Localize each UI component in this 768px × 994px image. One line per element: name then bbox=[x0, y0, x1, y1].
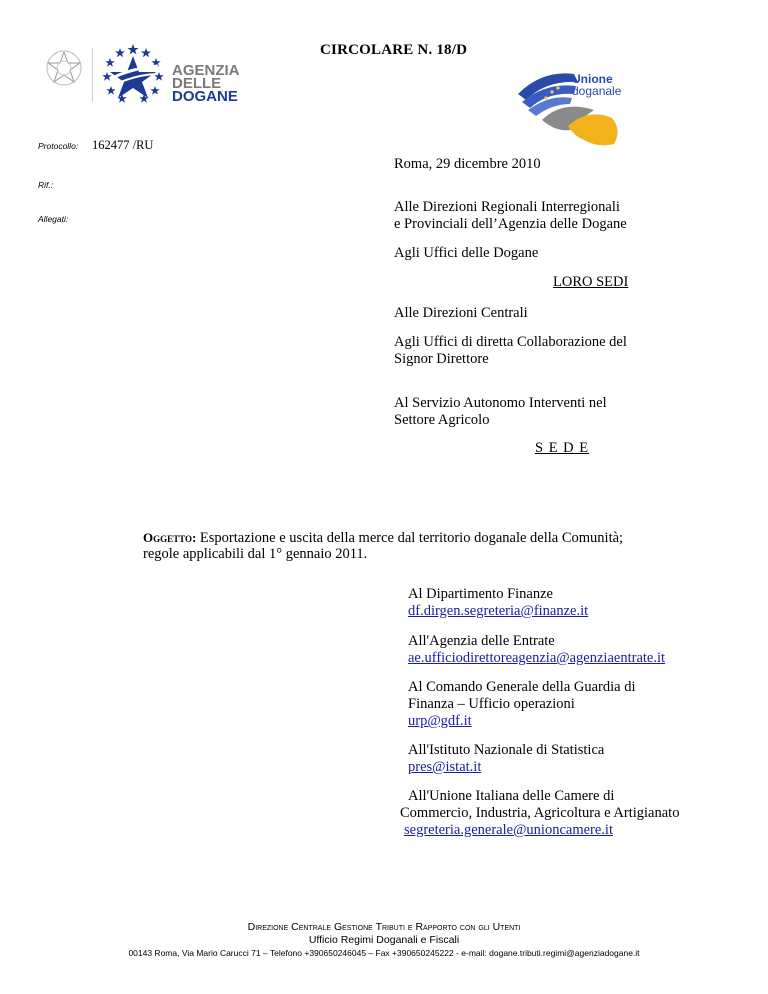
copy-3-line1: Al Comando Generale della Guardia di bbox=[408, 679, 636, 695]
copy-5-email-link[interactable]: segreteria.generale@unioncamere.it bbox=[404, 822, 613, 838]
copy-5-line2: Commercio, Industria, Agricoltura e Artigianato bbox=[400, 805, 680, 821]
copy-4-email-link[interactable]: pres@istat.it bbox=[408, 759, 482, 775]
header-divider bbox=[92, 48, 93, 102]
copy-4-name: All'Istituto Nazionale di Statistica bbox=[408, 742, 605, 758]
agency-logo-line1: AGENZIA bbox=[172, 62, 240, 79]
date-line: Roma, 29 dicembre 2010 bbox=[394, 156, 541, 172]
agency-logo-line2: DELLE bbox=[172, 75, 222, 92]
rif-label: Rif.: bbox=[38, 180, 54, 190]
copy-2-name: All'Agenzia delle Entrate bbox=[408, 633, 555, 649]
protocollo-label: Protocollo: bbox=[38, 141, 79, 151]
union-logo-line1: Unione bbox=[572, 72, 613, 86]
recipient-7-sede: S E D E bbox=[535, 440, 590, 456]
recipient-3-loro-sedi: LORO SEDI bbox=[553, 274, 629, 290]
copy-1-name: Al Dipartimento Finanze bbox=[408, 586, 553, 602]
recipient-5-line1: Agli Uffici di diretta Collaborazione del bbox=[394, 334, 627, 350]
copy-2-email-link[interactable]: ae.ufficiodirettoreagenzia@agenziaentrate.it bbox=[408, 650, 666, 666]
recipient-6-line2: Settore Agricolo bbox=[394, 412, 490, 428]
agency-logo-line3: DOGANE bbox=[172, 88, 238, 105]
recipient-6-line1: Al Servizio Autonomo Interventi nel bbox=[394, 395, 607, 411]
agency-logo bbox=[98, 42, 248, 106]
copy-3-email-link[interactable]: urp@gdf.it bbox=[408, 713, 472, 729]
recipient-4: Alle Direzioni Centrali bbox=[394, 305, 528, 321]
recipient-1-line2: e Provinciali dell’Agenzia delle Dogane bbox=[394, 216, 627, 232]
subject-label: Oggetto: bbox=[143, 530, 197, 545]
recipient-5-line2: Signor Direttore bbox=[394, 351, 489, 367]
footer-department: Direzione Centrale Gestione Tributi e Rapporto con gli Utenti bbox=[247, 921, 521, 933]
recipient-2: Agli Uffici delle Dogane bbox=[394, 245, 539, 261]
italian-republic-emblem bbox=[44, 48, 84, 88]
copy-3-line2: Finanza – Ufficio operazioni bbox=[408, 696, 575, 712]
recipient-1-line1: Alle Direzioni Regionali Interregionali bbox=[394, 199, 620, 215]
footer-address: 00143 Roma, Via Mario Carucci 71 – Telefono +390650246045 – Fax +390650245222 - e-mail: dogane.tributi.regimi@agenziadogane.it bbox=[128, 948, 640, 958]
allegati-label: Allegati: bbox=[38, 214, 69, 224]
footer-office: Ufficio Regimi Doganali e Fiscali bbox=[308, 934, 460, 946]
subject-line2: regole applicabili dal 1° gennaio 2011. bbox=[143, 546, 368, 562]
copy-1-email-link[interactable]: df.dirgen.segreteria@finanze.it bbox=[408, 603, 589, 619]
customs-union-logo bbox=[512, 60, 630, 150]
subject-line1 bbox=[143, 529, 623, 547]
copy-5-line1: All'Unione Italiana delle Camere di bbox=[408, 788, 615, 804]
subject-text-line1: Esportazione e uscita della merce dal territorio doganale della Comunità; bbox=[199, 530, 624, 546]
eu-stars-icon bbox=[98, 42, 168, 104]
protocollo-value: 162477 /RU bbox=[92, 138, 154, 152]
union-logo-line2: doganale bbox=[572, 84, 622, 98]
circular-title: CIRCOLARE N. 18/D bbox=[320, 42, 468, 58]
